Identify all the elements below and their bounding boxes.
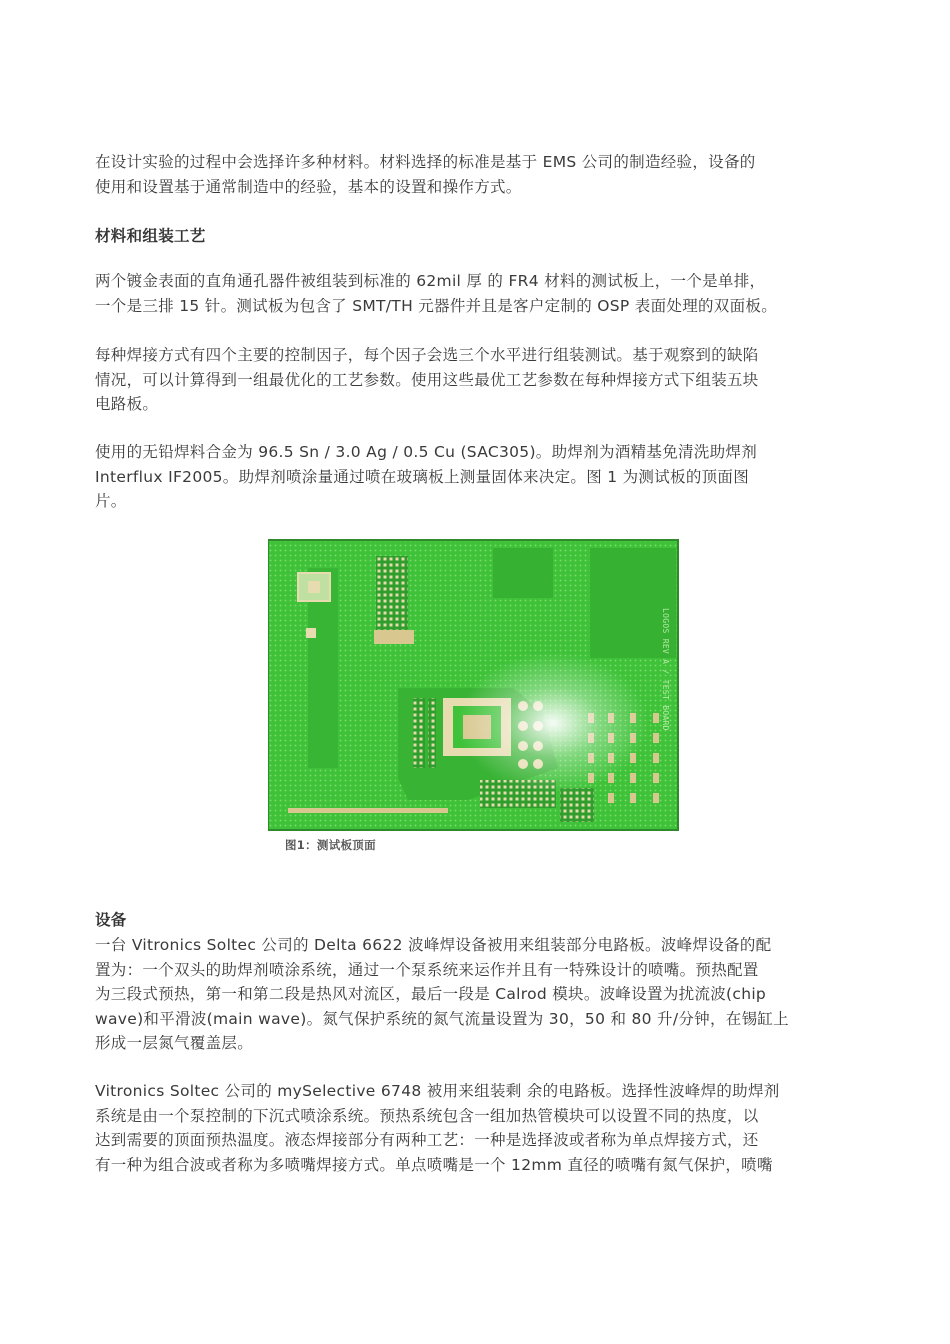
text-line: Interflux IF2005。助焊剂喷涂量通过喷在玻璃板上测量固体来决定。图 1 为测试板的顶面图 (95, 467, 750, 486)
text-line: 置为：一个双头的助焊剂喷涂系统，通过一个泵系统来运作并且有一特殊设计的喷嘴。预热配置 (95, 960, 759, 979)
test-board-figure (268, 538, 688, 860)
equipment-paragraph-1 (95, 933, 855, 1056)
text-line: 使用和设置基于通常制造中的经验，基本的设置和操作方式。 (95, 177, 522, 196)
text-line: 有一种为组合波或者称为多喷嘴焊接方式。单点喷嘴是一个 12mm 直径的喷嘴有氮气保护，喷嘴 (95, 1155, 773, 1174)
text-line: 在设计实验的过程中会选择许多种材料。材料选择的标准是基于 EMS 公司的制造经验，设备的 (95, 153, 756, 171)
solder-alloy-paragraph (95, 440, 855, 514)
materials-paragraph (95, 269, 855, 318)
control-factors-paragraph (95, 343, 855, 417)
text-line: 每种焊接方式有四个主要的控制因子，每个因子会选三个水平进行组装测试。基于观察到的缺陷 (95, 346, 759, 364)
text-line: Vitronics Soltec 公司的 mySelective 6748 被用来组装剩 余的电路板。选择性波峰焊的助焊剂 (95, 1082, 780, 1100)
text-line: 两个镀金表面的直角通孔器件被组装到标准的 62mil 厚 的 FR4 材料的测试板上，一个是单排， (95, 272, 766, 290)
text-line: 一台 Vitronics Soltec 公司的 Delta 6622 波峰焊设备被用来组装部分电路板。波峰焊设备的配 (95, 936, 772, 954)
materials-heading: 材料和组装工艺 (95, 227, 206, 245)
text-line: 片。 (95, 492, 127, 510)
pcb-image (268, 538, 688, 838)
intro-paragraph (95, 150, 855, 199)
text-line: 为三段式预热，第一和第二段是热风对流区，最后一段是 Calrod 模块。波峰设置为扰流波(chip (95, 985, 767, 1003)
text-line: 达到需要的顶面预热温度。液态焊接部分有两种工艺：一种是选择波或者称为单点焊接方式，还 (95, 1131, 759, 1149)
text-line: wave)和平滑波(main wave)。氮气保护系统的氮气流量设置为 30，50 和 80 升/分钟，在锡缸上 (95, 1009, 789, 1028)
text-line: 电路板。 (95, 395, 159, 413)
text-line: 使用的无铅焊料合金为 96.5 Sn / 3.0 Ag / 0.5 Cu (SAC305)。助焊剂为酒精基免清洗助焊剂 (95, 443, 758, 461)
board-silkscreen: LOGOS REV A / TEST BOARD (661, 608, 670, 731)
equipment-heading: 设备 (95, 911, 127, 929)
figure-caption: 图1：测试板顶面 (285, 838, 376, 852)
text-line: 一个是三排 15 针。测试板为包含了 SMT/TH 元器件并且是客户定制的 OSP 表面处理的双面板。 (95, 296, 777, 315)
text-line: 情况，可以计算得到一组最优化的工艺参数。使用这些最优工艺参数在每种焊接方式下组装五块 (95, 370, 759, 389)
text-line: 系统是由一个泵控制的下沉式喷涂系统。预热系统包含一组加热管模块可以设置不同的热度，以 (95, 1106, 759, 1125)
equipment-paragraph-2 (95, 1079, 855, 1177)
text-line: 形成一层氮气覆盖层。 (95, 1034, 254, 1052)
